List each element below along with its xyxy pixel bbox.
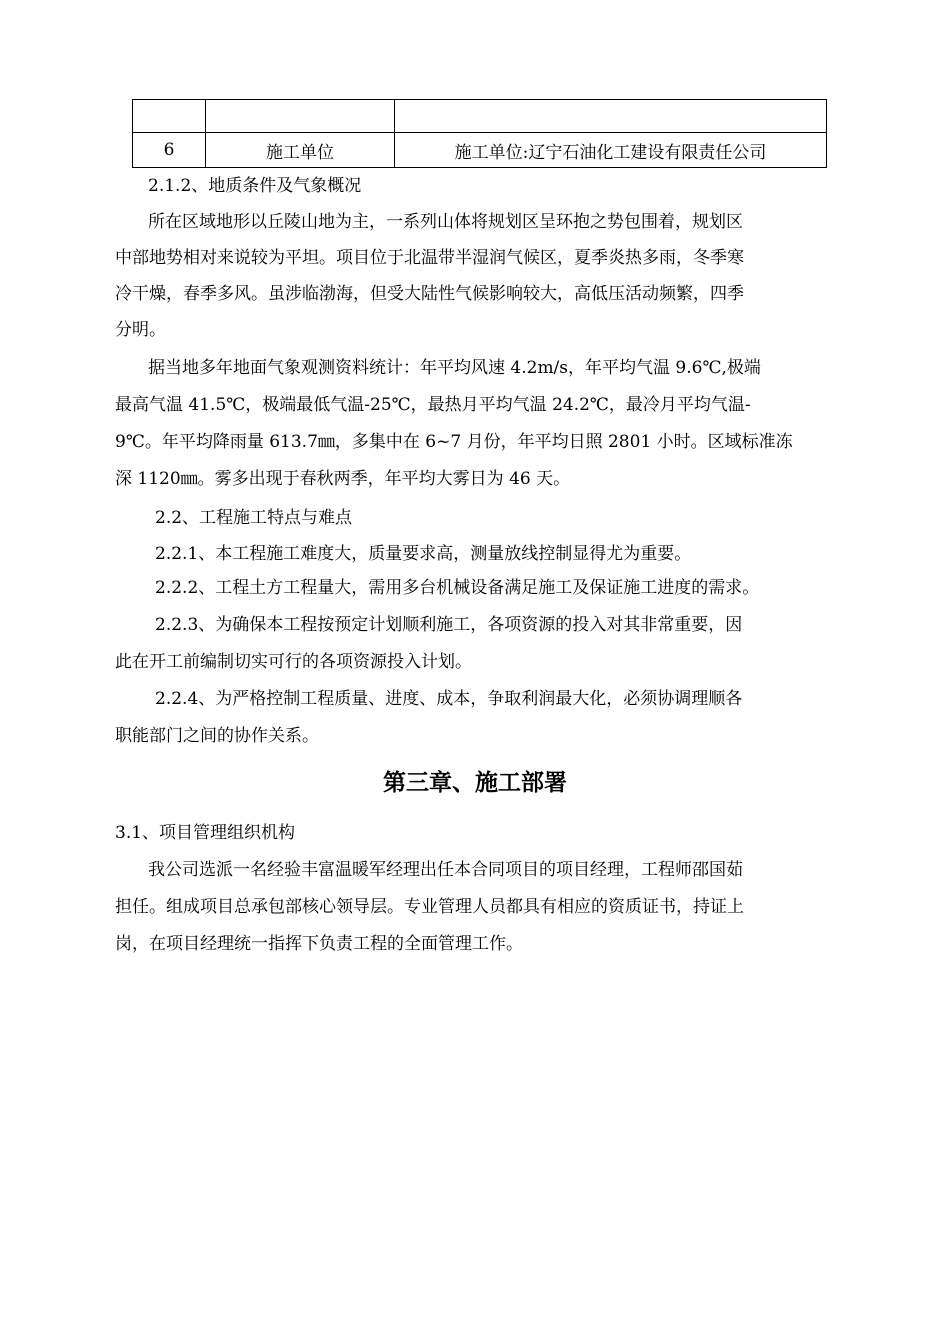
table-cell-item — [206, 100, 395, 133]
project-info-table — [132, 99, 827, 168]
table-cell-no: 6 — [133, 133, 206, 168]
section-heading-3-1: 3.1、项目管理组织机构 — [115, 823, 296, 843]
paragraph-line: 冷干燥，春季多风。虽涉临渤海，但受大陆性气候影响较大，高低压活动频繁，四季 — [115, 284, 744, 304]
section-heading-2-1-2: 2.1.2、地质条件及气象概况 — [148, 176, 362, 196]
list-item: 2.2.1、本工程施工难度大，质量要求高，测量放线控制显得尤为重要。 — [155, 544, 692, 564]
table-row — [133, 100, 827, 133]
paragraph-line: 分明。 — [115, 320, 166, 340]
table-cell-content: 施工单位:辽宁石油化工建设有限责任公司 — [395, 133, 827, 168]
paragraph-line: 最高气温 41.5℃，极端最低气温-25℃，最热月平均气温 24.2℃，最冷月平均气温- — [115, 395, 751, 415]
list-item: 2.2.4、为严格控制工程质量、进度、成本，争取利润最大化，必须协调理顺各 — [155, 689, 743, 709]
table-cell-item: 施工单位 — [206, 133, 395, 168]
chapter-title: 第三章、施工部署 — [383, 770, 567, 796]
paragraph-line: 所在区域地形以丘陵山地为主，一系列山体将规划区呈环抱之势包围着，规划区 — [148, 212, 743, 232]
paragraph-line: 9℃。年平均降雨量 613.7㎜，多集中在 6~7 月份，年平均日照 2801 小时。区域标准冻 — [115, 432, 793, 452]
paragraph-line: 深 1120㎜。雾多出现于春秋两季，年平均大雾日为 46 天。 — [115, 469, 571, 489]
section-heading-2-2: 2.2、工程施工特点与难点 — [155, 508, 353, 528]
paragraph-line: 据当地多年地面气象观测资料统计：年平均风速 4.2m/s，年平均气温 9.6℃,极端 — [148, 358, 761, 378]
paragraph-line: 中部地势相对来说较为平坦。项目位于北温带半湿润气候区，夏季炎热多雨，冬季寒 — [115, 248, 744, 268]
list-item-continuation: 职能部门之间的协作关系。 — [115, 726, 319, 746]
table-cell-content — [395, 100, 827, 133]
paragraph-line: 岗，在项目经理统一指挥下负责工程的全面管理工作。 — [115, 934, 523, 954]
paragraph-line: 我公司选派一名经验丰富温暖军经理出任本合同项目的项目经理，工程师邵国茹 — [148, 860, 743, 880]
list-item: 2.2.3、为确保本工程按预定计划顺利施工，各项资源的投入对其非常重要，因 — [155, 615, 743, 635]
table-cell-no — [133, 100, 206, 133]
table-row — [133, 133, 827, 168]
list-item: 2.2.2、工程土方工程量大，需用多台机械设备满足施工及保证施工进度的需求。 — [155, 578, 760, 598]
paragraph-line: 担任。组成项目总承包部核心领导层。专业管理人员都具有相应的资质证书，持证上 — [115, 897, 744, 917]
list-item-continuation: 此在开工前编制切实可行的各项资源投入计划。 — [115, 652, 472, 672]
